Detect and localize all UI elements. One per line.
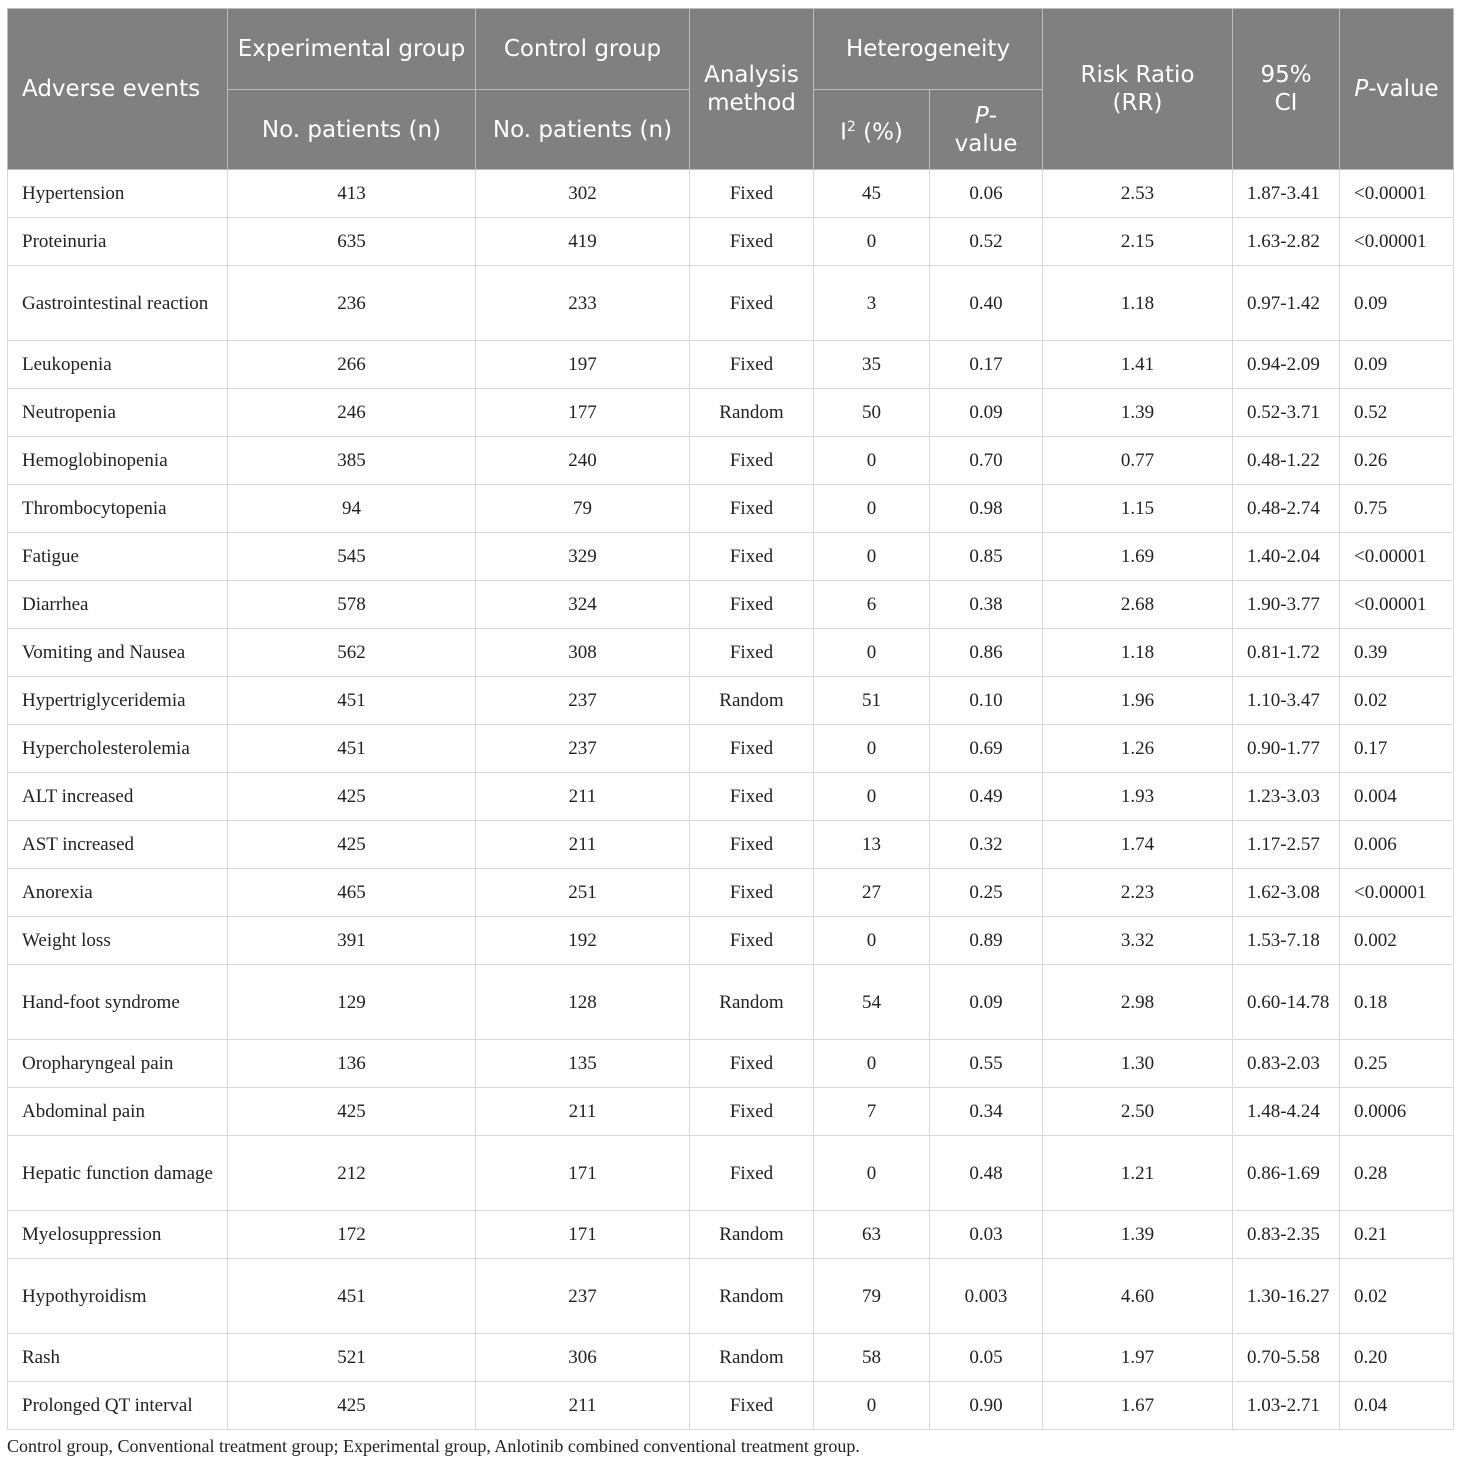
cell-heterogeneity-p: 0.89 [930,917,1043,965]
cell-experimental-n: 465 [228,869,476,917]
cell-experimental-n: 425 [228,821,476,869]
cell-adverse-event: Vomiting and Nausea [8,629,228,677]
cell-risk-ratio: 2.98 [1043,965,1233,1040]
cell-analysis-method: Fixed [690,869,814,917]
cell-heterogeneity-p: 0.38 [930,581,1043,629]
table-row [8,341,1454,389]
cell-ci: 0.83-2.03 [1233,1040,1340,1088]
cell-analysis-method: Fixed [690,533,814,581]
table-row [8,533,1454,581]
cell-analysis-method: Fixed [690,266,814,341]
cell-analysis-method: Fixed [690,170,814,218]
cell-ci: 0.81-1.72 [1233,629,1340,677]
header-experimental-group: Experimental group [228,9,476,90]
cell-experimental-n: 136 [228,1040,476,1088]
cell-risk-ratio: 1.18 [1043,266,1233,341]
cell-adverse-event: Leukopenia [8,341,228,389]
cell-p-value: 0.75 [1340,485,1454,533]
cell-i2: 0 [814,533,930,581]
cell-i2: 0 [814,437,930,485]
cell-adverse-event: Hepatic function damage [8,1136,228,1211]
cell-i2: 54 [814,965,930,1040]
cell-heterogeneity-p: 0.32 [930,821,1043,869]
cell-control-n: 211 [476,1088,690,1136]
header-p-value-italic: P [1354,76,1369,102]
cell-analysis-method: Fixed [690,821,814,869]
cell-adverse-event: Proteinuria [8,218,228,266]
cell-p-value: 0.004 [1340,773,1454,821]
cell-experimental-n: 451 [228,677,476,725]
cell-i2: 0 [814,1040,930,1088]
cell-i2: 0 [814,725,930,773]
cell-p-value: <0.00001 [1340,533,1454,581]
cell-risk-ratio: 3.32 [1043,917,1233,965]
cell-adverse-event: Weight loss [8,917,228,965]
cell-heterogeneity-p: 0.86 [930,629,1043,677]
cell-ci: 1.03-2.71 [1233,1382,1340,1430]
cell-p-value: 0.0006 [1340,1088,1454,1136]
cell-i2: 0 [814,1382,930,1430]
cell-experimental-n: 246 [228,389,476,437]
cell-p-value: 0.006 [1340,821,1454,869]
cell-ci: 1.10-3.47 [1233,677,1340,725]
cell-i2: 63 [814,1211,930,1259]
cell-adverse-event: Hypertension [8,170,228,218]
cell-ci: 1.53-7.18 [1233,917,1340,965]
cell-p-value: 0.09 [1340,341,1454,389]
cell-adverse-event: Hand-foot syndrome [8,965,228,1040]
cell-i2: 7 [814,1088,930,1136]
cell-analysis-method: Random [690,389,814,437]
cell-adverse-event: Hypercholesterolemia [8,725,228,773]
table-row [8,1259,1454,1334]
cell-p-value: 0.02 [1340,1259,1454,1334]
cell-heterogeneity-p: 0.40 [930,266,1043,341]
cell-adverse-event: ALT increased [8,773,228,821]
cell-experimental-n: 425 [228,773,476,821]
cell-risk-ratio: 1.26 [1043,725,1233,773]
cell-risk-ratio: 2.50 [1043,1088,1233,1136]
cell-ci: 0.90-1.77 [1233,725,1340,773]
cell-control-n: 171 [476,1211,690,1259]
cell-control-n: 324 [476,581,690,629]
cell-experimental-n: 562 [228,629,476,677]
table-row [8,629,1454,677]
cell-experimental-n: 385 [228,437,476,485]
cell-risk-ratio: 1.97 [1043,1334,1233,1382]
header-heterogeneity: Heterogeneity [814,9,1043,90]
cell-control-n: 135 [476,1040,690,1088]
cell-heterogeneity-p: 0.25 [930,869,1043,917]
cell-i2: 58 [814,1334,930,1382]
cell-control-n: 233 [476,266,690,341]
cell-ci: 0.60-14.78 [1233,965,1340,1040]
cell-i2: 0 [814,218,930,266]
cell-p-value: 0.52 [1340,389,1454,437]
cell-analysis-method: Fixed [690,581,814,629]
cell-p-value: 0.25 [1340,1040,1454,1088]
table-row [8,965,1454,1040]
table-header [8,9,1454,170]
table-row [8,218,1454,266]
cell-control-n: 197 [476,341,690,389]
cell-analysis-method: Fixed [690,1136,814,1211]
cell-experimental-n: 451 [228,725,476,773]
header-exp-no-patients: No. patients (n) [228,90,476,170]
cell-ci: 0.94-2.09 [1233,341,1340,389]
cell-p-value: 0.002 [1340,917,1454,965]
cell-risk-ratio: 1.69 [1043,533,1233,581]
cell-analysis-method: Random [690,677,814,725]
header-p-value [1340,9,1454,170]
cell-adverse-event: Fatigue [8,533,228,581]
cell-p-value: 0.39 [1340,629,1454,677]
cell-heterogeneity-p: 0.48 [930,1136,1043,1211]
cell-heterogeneity-p: 0.52 [930,218,1043,266]
cell-control-n: 308 [476,629,690,677]
cell-ci: 0.48-1.22 [1233,437,1340,485]
header-i2-sup: 2 [846,118,856,135]
cell-p-value: <0.00001 [1340,869,1454,917]
table-row [8,1211,1454,1259]
cell-risk-ratio: 1.74 [1043,821,1233,869]
cell-control-n: 329 [476,533,690,581]
cell-analysis-method: Fixed [690,917,814,965]
cell-ci: 1.63-2.82 [1233,218,1340,266]
cell-heterogeneity-p: 0.70 [930,437,1043,485]
cell-analysis-method: Fixed [690,1088,814,1136]
table-row [8,1040,1454,1088]
cell-analysis-method: Random [690,1211,814,1259]
cell-p-value: 0.28 [1340,1136,1454,1211]
cell-ci: 0.70-5.58 [1233,1334,1340,1382]
cell-heterogeneity-p: 0.003 [930,1259,1043,1334]
cell-control-n: 302 [476,170,690,218]
cell-control-n: 171 [476,1136,690,1211]
cell-experimental-n: 236 [228,266,476,341]
cell-analysis-method: Fixed [690,773,814,821]
cell-experimental-n: 94 [228,485,476,533]
cell-adverse-event: Neutropenia [8,389,228,437]
cell-control-n: 211 [476,821,690,869]
cell-risk-ratio: 1.39 [1043,389,1233,437]
cell-ci: 1.40-2.04 [1233,533,1340,581]
cell-heterogeneity-p: 0.55 [930,1040,1043,1088]
cell-ci: 0.52-3.71 [1233,389,1340,437]
cell-heterogeneity-p: 0.09 [930,965,1043,1040]
cell-adverse-event: Thrombocytopenia [8,485,228,533]
cell-risk-ratio: 1.67 [1043,1382,1233,1430]
cell-ci: 0.86-1.69 [1233,1136,1340,1211]
table-row [8,1382,1454,1430]
cell-heterogeneity-p: 0.17 [930,341,1043,389]
table-body [8,170,1454,1430]
cell-adverse-event: AST increased [8,821,228,869]
cell-control-n: 251 [476,869,690,917]
cell-risk-ratio: 1.15 [1043,485,1233,533]
cell-adverse-event: Hypothyroidism [8,1259,228,1334]
cell-i2: 0 [814,629,930,677]
header-analysis-method: Analysis method [690,9,814,170]
cell-risk-ratio: 1.21 [1043,1136,1233,1211]
cell-experimental-n: 521 [228,1334,476,1382]
cell-adverse-event: Rash [8,1334,228,1382]
cell-experimental-n: 391 [228,917,476,965]
cell-risk-ratio: 1.30 [1043,1040,1233,1088]
cell-i2: 3 [814,266,930,341]
cell-i2: 79 [814,1259,930,1334]
cell-p-value: 0.04 [1340,1382,1454,1430]
header-ctrl-no-patients: No. patients (n) [476,90,690,170]
cell-control-n: 237 [476,677,690,725]
cell-heterogeneity-p: 0.06 [930,170,1043,218]
cell-analysis-method: Random [690,965,814,1040]
cell-control-n: 177 [476,389,690,437]
header-risk-ratio: Risk Ratio (RR) [1043,9,1233,170]
cell-analysis-method: Fixed [690,485,814,533]
cell-i2: 6 [814,581,930,629]
table-row [8,1334,1454,1382]
header-het-p-rest: -value [954,102,1018,157]
cell-control-n: 237 [476,725,690,773]
cell-experimental-n: 578 [228,581,476,629]
cell-heterogeneity-p: 0.49 [930,773,1043,821]
cell-i2: 51 [814,677,930,725]
cell-p-value: <0.00001 [1340,170,1454,218]
cell-ci: 0.48-2.74 [1233,485,1340,533]
cell-analysis-method: Fixed [690,218,814,266]
cell-analysis-method: Fixed [690,437,814,485]
table-row [8,725,1454,773]
cell-experimental-n: 413 [228,170,476,218]
cell-p-value: 0.20 [1340,1334,1454,1382]
cell-p-value: 0.17 [1340,725,1454,773]
cell-control-n: 237 [476,1259,690,1334]
header-het-p-italic: P [974,102,989,129]
table-container [7,8,1453,1457]
cell-control-n: 192 [476,917,690,965]
cell-p-value: 0.26 [1340,437,1454,485]
cell-heterogeneity-p: 0.09 [930,389,1043,437]
table-row [8,773,1454,821]
cell-adverse-event: Hemoglobinopenia [8,437,228,485]
cell-i2: 27 [814,869,930,917]
cell-analysis-method: Random [690,1259,814,1334]
cell-analysis-method: Random [690,1334,814,1382]
cell-experimental-n: 425 [228,1088,476,1136]
cell-p-value: <0.00001 [1340,218,1454,266]
cell-ci: 0.83-2.35 [1233,1211,1340,1259]
cell-i2: 35 [814,341,930,389]
cell-experimental-n: 451 [228,1259,476,1334]
cell-experimental-n: 635 [228,218,476,266]
cell-ci: 1.48-4.24 [1233,1088,1340,1136]
cell-heterogeneity-p: 0.98 [930,485,1043,533]
table-row [8,869,1454,917]
cell-control-n: 128 [476,965,690,1040]
cell-adverse-event: Prolonged QT interval [8,1382,228,1430]
cell-analysis-method: Fixed [690,629,814,677]
cell-adverse-event: Hypertriglyceridemia [8,677,228,725]
cell-experimental-n: 172 [228,1211,476,1259]
cell-p-value: 0.02 [1340,677,1454,725]
header-ci: 95% CI [1233,9,1340,170]
cell-control-n: 240 [476,437,690,485]
cell-risk-ratio: 2.68 [1043,581,1233,629]
table-row [8,821,1454,869]
cell-i2: 50 [814,389,930,437]
cell-i2: 13 [814,821,930,869]
cell-risk-ratio: 1.93 [1043,773,1233,821]
cell-heterogeneity-p: 0.90 [930,1382,1043,1430]
header-i2-unit: (%) [855,119,903,146]
cell-heterogeneity-p: 0.85 [930,533,1043,581]
table-row [8,917,1454,965]
cell-p-value: 0.21 [1340,1211,1454,1259]
cell-control-n: 419 [476,218,690,266]
cell-experimental-n: 129 [228,965,476,1040]
header-i2 [814,90,930,170]
cell-experimental-n: 212 [228,1136,476,1211]
cell-ci: 1.17-2.57 [1233,821,1340,869]
cell-risk-ratio: 1.96 [1043,677,1233,725]
cell-risk-ratio: 1.18 [1043,629,1233,677]
table-row [8,266,1454,341]
table-row [8,1136,1454,1211]
cell-control-n: 211 [476,773,690,821]
cell-adverse-event: Myelosuppression [8,1211,228,1259]
cell-experimental-n: 545 [228,533,476,581]
header-control-group: Control group [476,9,690,90]
table-row [8,581,1454,629]
cell-analysis-method: Fixed [690,1382,814,1430]
table-row [8,485,1454,533]
cell-ci: 1.87-3.41 [1233,170,1340,218]
cell-adverse-event: Gastrointestinal reaction [8,266,228,341]
cell-i2: 0 [814,773,930,821]
adverse-events-table [7,8,1454,1430]
cell-control-n: 79 [476,485,690,533]
cell-heterogeneity-p: 0.69 [930,725,1043,773]
header-p-value-rest: -value [1368,76,1439,102]
cell-i2: 45 [814,170,930,218]
cell-experimental-n: 266 [228,341,476,389]
cell-experimental-n: 425 [228,1382,476,1430]
cell-ci: 1.23-3.03 [1233,773,1340,821]
cell-ci: 1.30-16.27 [1233,1259,1340,1334]
cell-heterogeneity-p: 0.03 [930,1211,1043,1259]
table-row [8,389,1454,437]
cell-risk-ratio: 1.41 [1043,341,1233,389]
cell-adverse-event: Oropharyngeal pain [8,1040,228,1088]
cell-analysis-method: Fixed [690,341,814,389]
cell-risk-ratio: 2.53 [1043,170,1233,218]
table-row [8,170,1454,218]
cell-analysis-method: Fixed [690,1040,814,1088]
table-footnote: Control group, Conventional treatment group; Experimental group, Anlotinib combined conventional treatment group. [7,1436,860,1456]
cell-risk-ratio: 0.77 [1043,437,1233,485]
cell-risk-ratio: 1.39 [1043,1211,1233,1259]
cell-p-value: <0.00001 [1340,581,1454,629]
cell-i2: 0 [814,1136,930,1211]
cell-i2: 0 [814,485,930,533]
cell-control-n: 306 [476,1334,690,1382]
table-row [8,677,1454,725]
cell-risk-ratio: 2.23 [1043,869,1233,917]
header-i2-base: I [840,119,847,146]
cell-analysis-method: Fixed [690,725,814,773]
header-het-p-value [930,90,1043,170]
cell-i2: 0 [814,917,930,965]
cell-p-value: 0.18 [1340,965,1454,1040]
table-row [8,437,1454,485]
cell-ci: 1.62-3.08 [1233,869,1340,917]
cell-adverse-event: Anorexia [8,869,228,917]
cell-p-value: 0.09 [1340,266,1454,341]
table-row [8,1088,1454,1136]
cell-risk-ratio: 2.15 [1043,218,1233,266]
cell-heterogeneity-p: 0.10 [930,677,1043,725]
header-adverse-events: Adverse events [8,9,228,170]
cell-ci: 0.97-1.42 [1233,266,1340,341]
cell-risk-ratio: 4.60 [1043,1259,1233,1334]
cell-control-n: 211 [476,1382,690,1430]
cell-heterogeneity-p: 0.05 [930,1334,1043,1382]
cell-heterogeneity-p: 0.34 [930,1088,1043,1136]
cell-adverse-event: Abdominal pain [8,1088,228,1136]
cell-ci: 1.90-3.77 [1233,581,1340,629]
cell-adverse-event: Diarrhea [8,581,228,629]
